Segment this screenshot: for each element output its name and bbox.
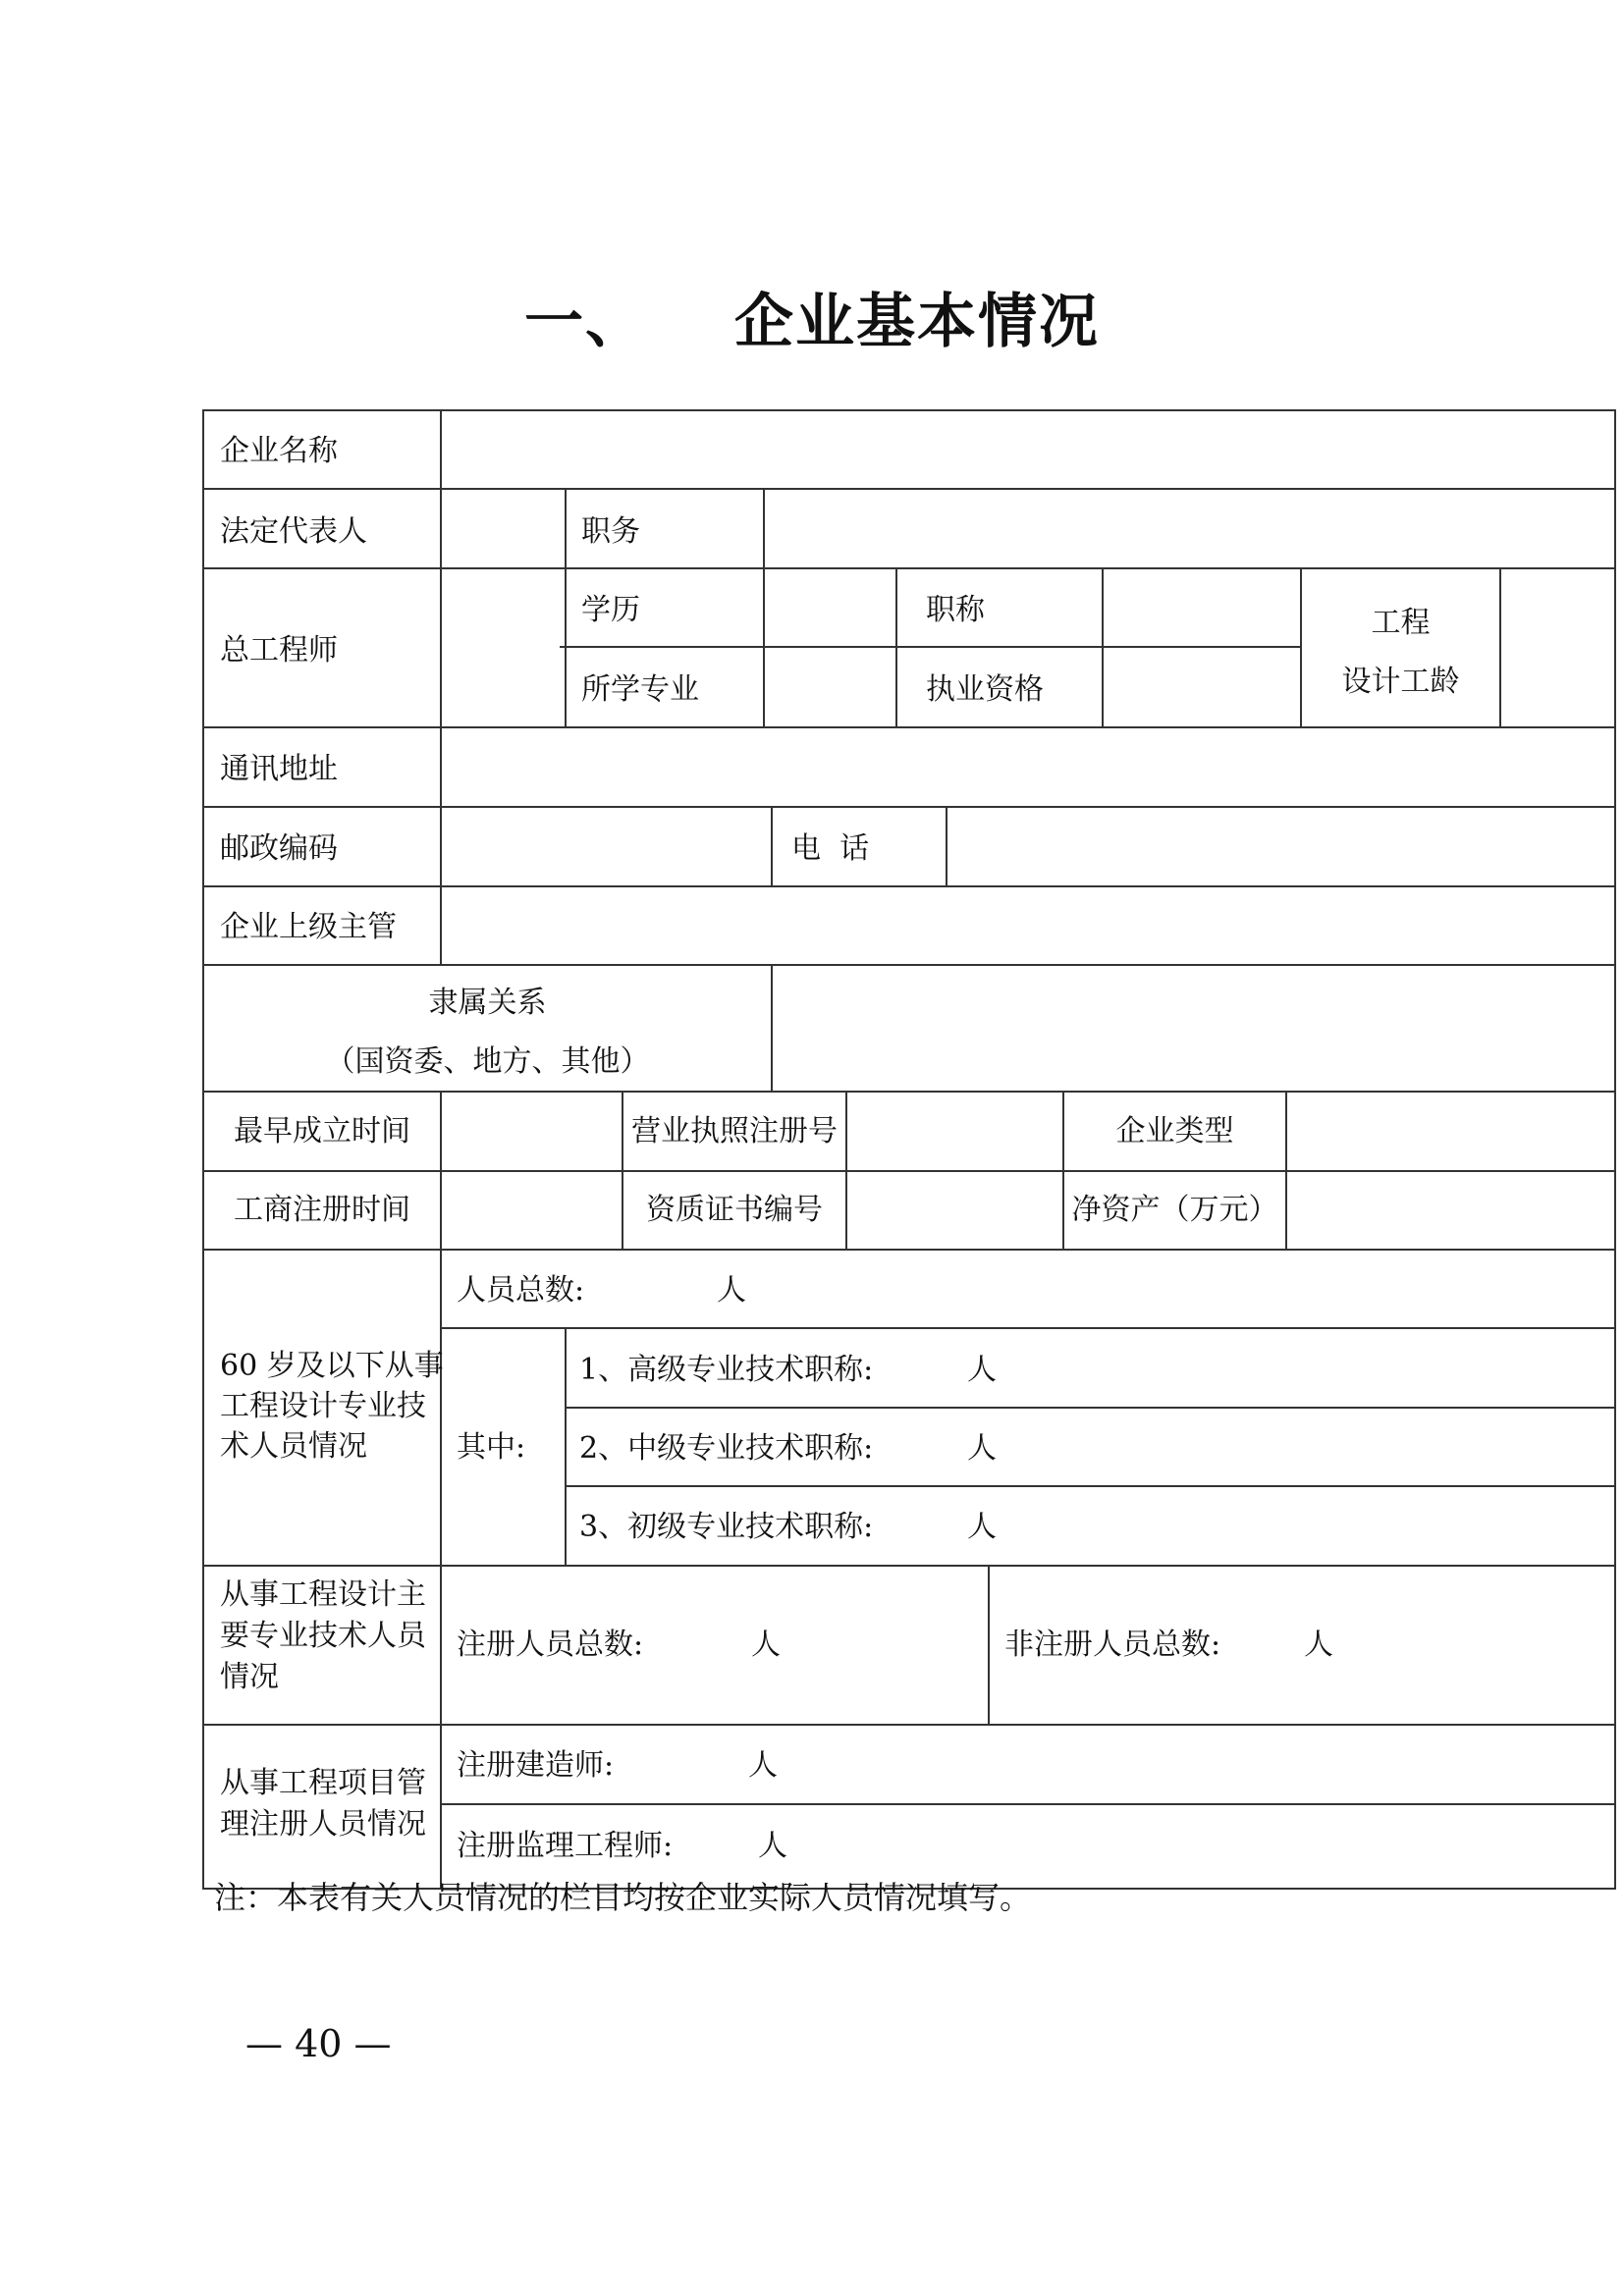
label-net-assets: 净资产（万元） [1071, 1193, 1278, 1227]
label-chief-engineer: 总工程师 [220, 633, 338, 667]
unit-registered: 人 [751, 1628, 781, 1662]
label-main-tech-line2: 要专业技术人员 [220, 1619, 426, 1653]
section-number: 一、 [524, 288, 646, 356]
label-registered-total: 注册人员总数: [457, 1628, 644, 1662]
label-legal-representative: 法定代表人 [220, 514, 367, 549]
label-major: 所学专业 [581, 672, 699, 707]
label-registration-time: 工商注册时间 [234, 1193, 410, 1227]
label-affiliation: 隶属关系 [428, 986, 547, 1020]
label-founded-time: 最早成立时间 [234, 1114, 410, 1148]
label-main-tech-line1: 从事工程设计主 [220, 1577, 426, 1612]
footnote: 注：本表有关人员情况的栏目均按企业实际人员情况填写。 [214, 1879, 1032, 1916]
section-title: 企业基本情况 [734, 288, 1100, 356]
label-under60-line3: 术人员情况 [220, 1429, 367, 1464]
label-address: 通讯地址 [220, 752, 338, 786]
unit-unregistered: 人 [1304, 1628, 1333, 1662]
label-senior-title: 1、高级专业技术职称: [579, 1353, 874, 1387]
label-company-name: 企业名称 [220, 434, 338, 468]
unit-constructor: 人 [748, 1748, 778, 1783]
label-design-years-line2: 设计工龄 [1341, 665, 1460, 699]
label-certificate-number: 资质证书编号 [646, 1193, 823, 1227]
label-total-staff: 人员总数: [457, 1273, 585, 1308]
label-phone: 电 话 [791, 831, 870, 866]
label-registered-constructor: 注册建造师: [457, 1748, 615, 1783]
label-among: 其中: [457, 1430, 526, 1465]
unit-junior: 人 [967, 1510, 997, 1544]
unit-supervisor: 人 [758, 1829, 787, 1863]
label-affiliation-note: （国资委、地方、其他） [325, 1044, 650, 1079]
label-under60-line1: 60 岁及以下从事 [220, 1349, 444, 1383]
label-middle-title: 2、中级专业技术职称: [579, 1431, 874, 1466]
page-number: — 40 — [245, 2022, 392, 2065]
label-practice-qualification: 执业资格 [926, 672, 1044, 707]
unit-middle: 人 [967, 1431, 997, 1466]
unit-total-staff: 人 [717, 1273, 746, 1308]
label-junior-title: 3、初级专业技术职称: [579, 1510, 874, 1544]
label-postcode: 邮政编码 [220, 831, 338, 866]
label-pm-line1: 从事工程项目管 [220, 1766, 426, 1800]
label-unregistered-total: 非注册人员总数: [1004, 1628, 1221, 1662]
label-professional-title: 职称 [926, 593, 985, 627]
unit-senior: 人 [967, 1353, 997, 1387]
label-registered-supervisor: 注册监理工程师: [457, 1829, 674, 1863]
label-main-tech-line3: 情况 [220, 1660, 279, 1694]
label-superior: 企业上级主管 [220, 910, 397, 944]
label-education: 学历 [581, 593, 640, 627]
label-license-number: 营业执照注册号 [631, 1114, 838, 1148]
label-design-years-line1: 工程 [1371, 606, 1431, 640]
label-company-type: 企业类型 [1115, 1114, 1234, 1148]
label-under60-line2: 工程设计专业技 [220, 1389, 426, 1423]
label-pm-line2: 理注册人员情况 [220, 1807, 426, 1842]
label-position: 职务 [581, 514, 640, 549]
